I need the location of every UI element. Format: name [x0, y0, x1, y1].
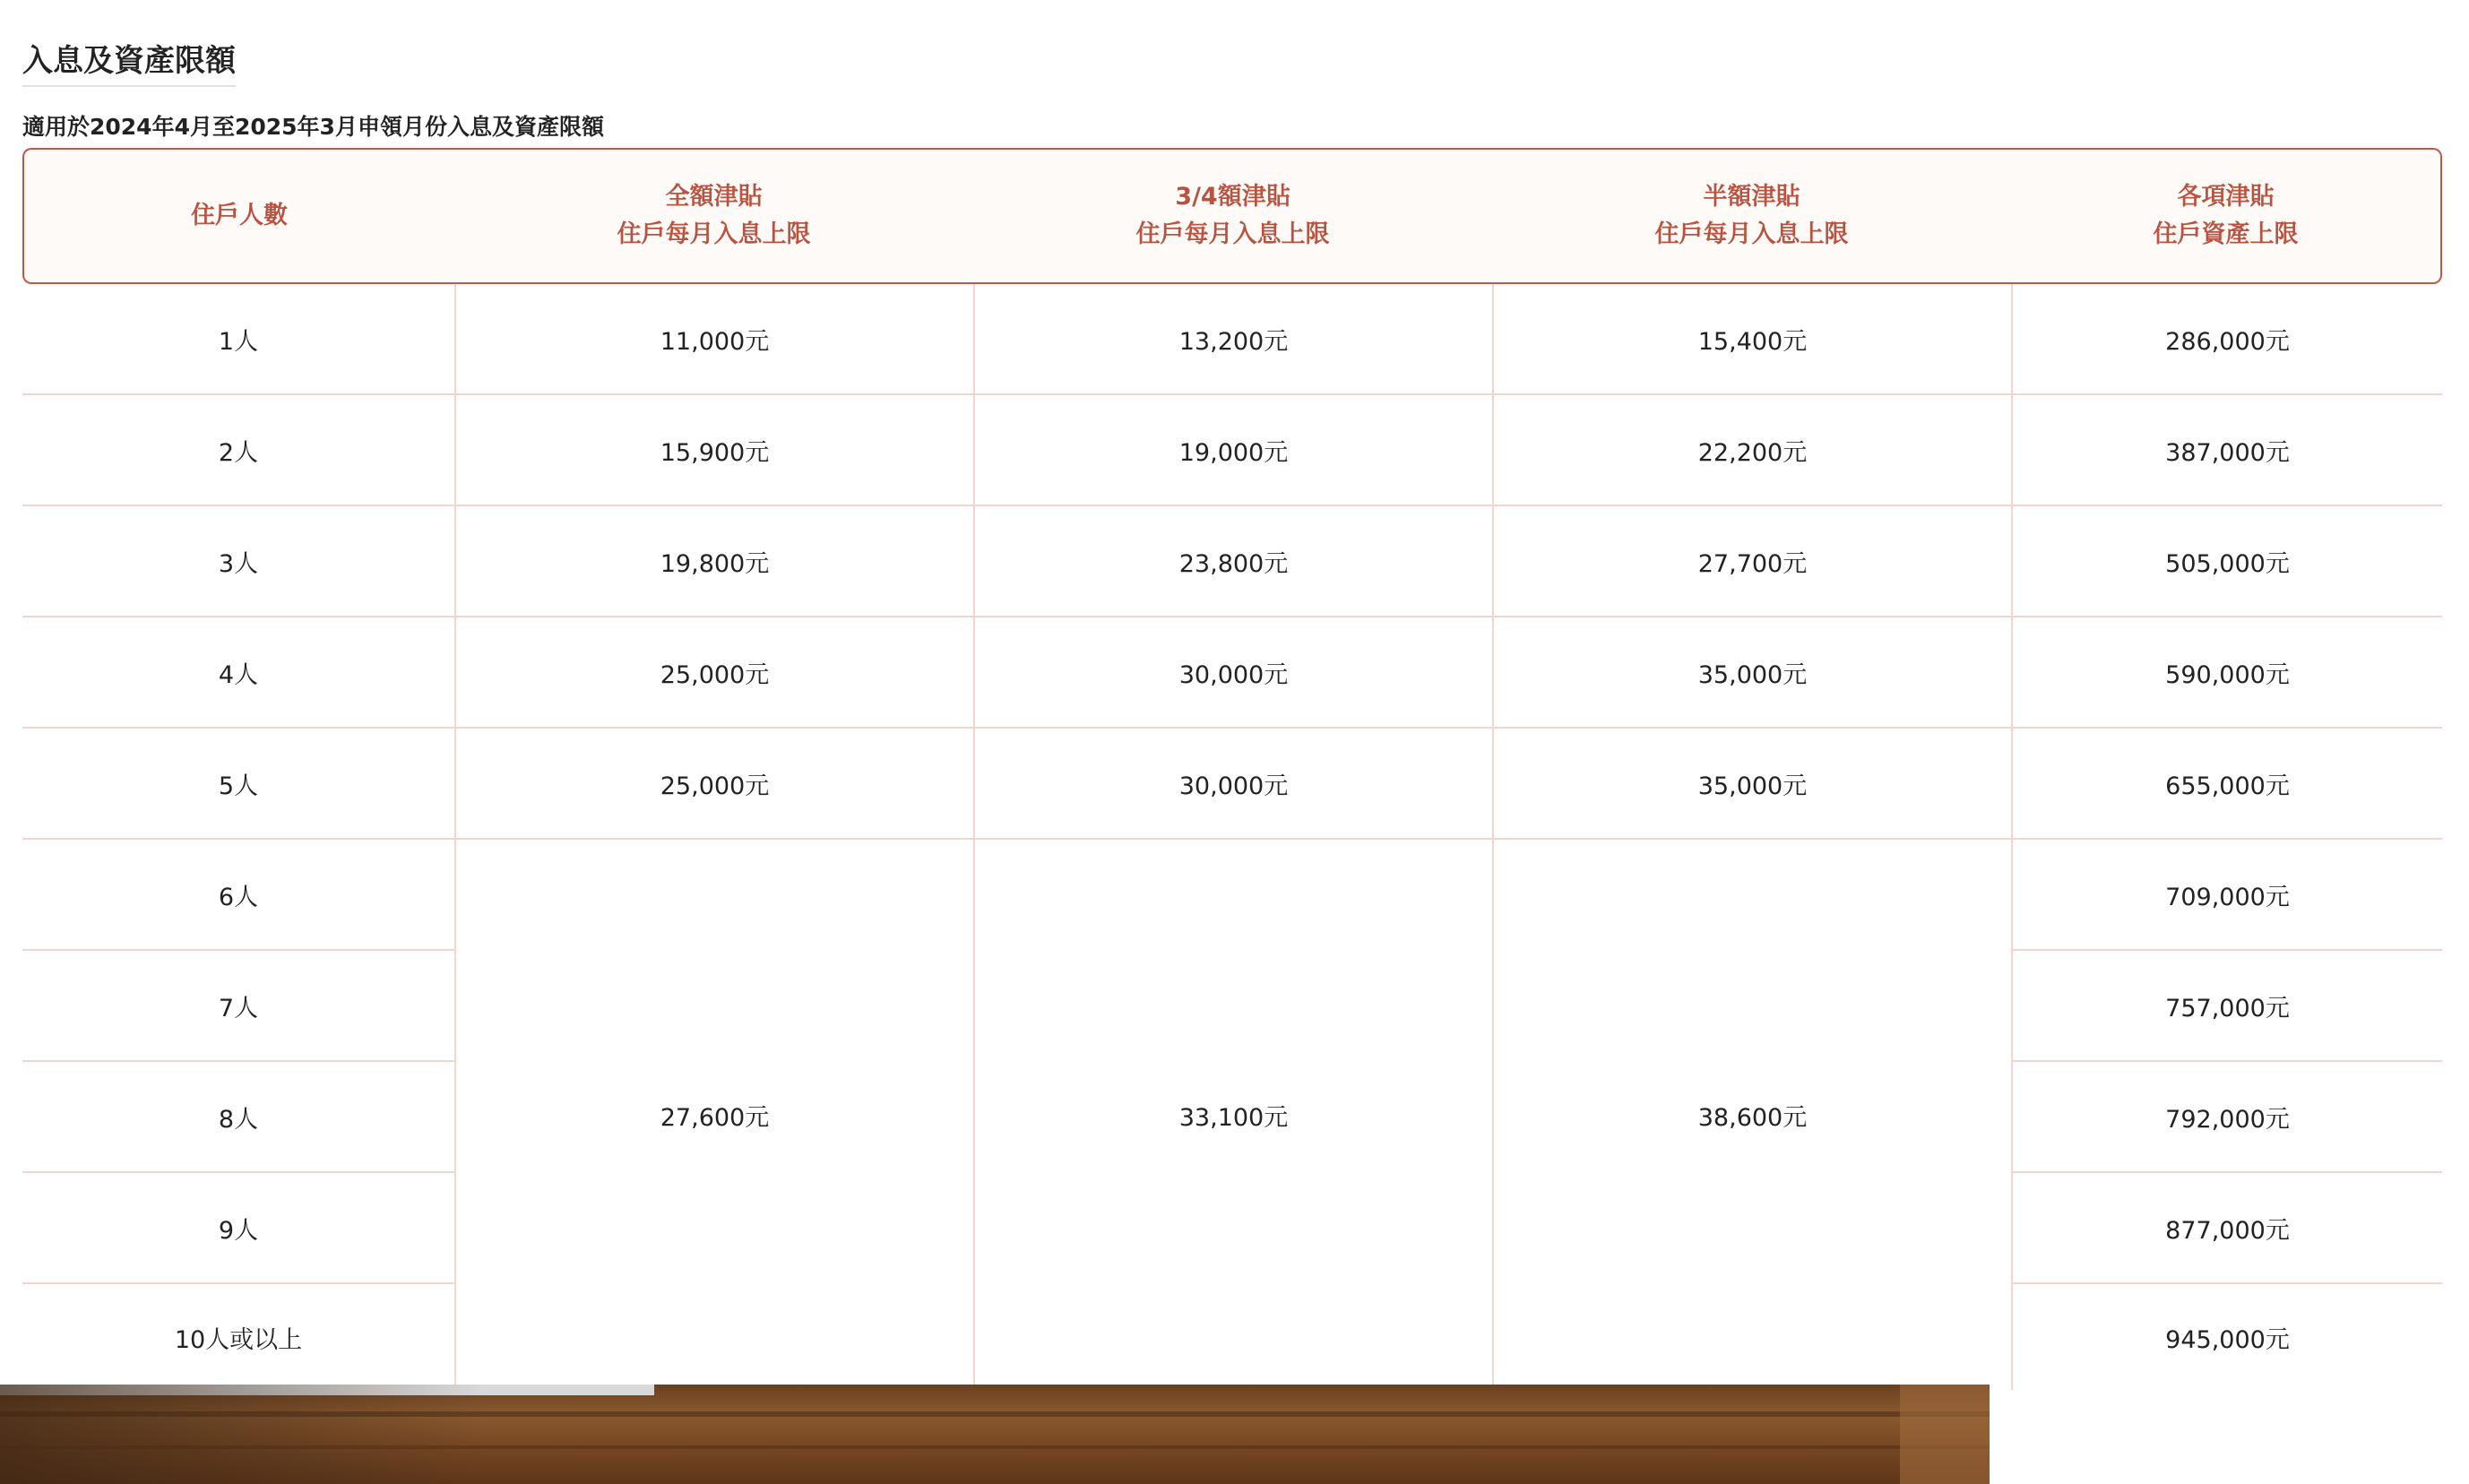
cell-full-limit: 19,800元	[454, 506, 973, 617]
table-row	[22, 840, 2442, 951]
header-full-allowance	[454, 148, 973, 284]
cell-asset-limit: 945,000元	[2011, 1284, 2442, 1390]
cell-household-size: 7人	[22, 951, 454, 1062]
wood-grain	[0, 1445, 1990, 1449]
cell-asset-limit: 505,000元	[2011, 506, 2442, 617]
photo-edge	[1900, 1385, 1990, 1484]
header-three-quarter-allowance	[973, 148, 1492, 284]
desk-surface-photo	[0, 1385, 1990, 1484]
header-sublabel: 住戶每月入息上限	[617, 220, 811, 248]
table-row	[22, 284, 2442, 395]
photo-shadow	[0, 1385, 484, 1484]
header-label: 各項津貼	[2177, 183, 2275, 211]
cell-full-limit: 11,000元	[454, 284, 973, 395]
cell-half-limit: 15,400元	[1492, 284, 2011, 395]
cell-asset-limit: 590,000元	[2011, 617, 2442, 729]
table-row	[22, 729, 2442, 840]
cell-household-size: 6人	[22, 840, 454, 951]
cell-asset-limit: 757,000元	[2011, 951, 2442, 1062]
header-label: 3/4額津貼	[1175, 183, 1291, 211]
cell-household-size: 1人	[22, 284, 454, 395]
cell-household-size: 10人或以上	[174, 1325, 303, 1354]
cell-three-quarter-limit: 23,800元	[973, 506, 1492, 617]
header-sublabel: 住戶每月入息上限	[1135, 220, 1330, 248]
cell-household-size: 5人	[22, 729, 454, 840]
cell-full-limit-merged: 27,600元	[454, 840, 973, 1390]
cell-full-limit: 25,000元	[454, 729, 973, 840]
header-label: 全額津貼	[665, 183, 763, 211]
cell-half-limit: 35,000元	[1492, 617, 2011, 729]
cell-half-limit: 35,000元	[1492, 729, 2011, 840]
header-sublabel: 住戶資產上限	[2153, 220, 2299, 248]
cell-asset-limit: 286,000元	[2011, 284, 2442, 395]
header-asset-limit	[2011, 148, 2442, 284]
cell-household-size: 2人	[22, 395, 454, 506]
cell-full-limit: 25,000元	[454, 617, 973, 729]
cell-asset-limit: 655,000元	[2011, 729, 2442, 840]
table-row	[22, 617, 2442, 729]
cell-household-size: 4人	[22, 617, 454, 729]
cell-three-quarter-limit: 13,200元	[973, 284, 1492, 395]
header-half-allowance	[1492, 148, 2011, 284]
cell-three-quarter-limit: 30,000元	[973, 617, 1492, 729]
cell-household-size: 8人	[22, 1062, 454, 1173]
header-household-size	[22, 148, 454, 284]
header-label: 半額津貼	[1703, 183, 1800, 211]
income-asset-limits-table	[22, 148, 2442, 1390]
table-header-row	[22, 148, 2442, 284]
cell-asset-limit: 387,000元	[2011, 395, 2442, 506]
cell-three-quarter-limit-merged: 33,100元	[973, 840, 1492, 1390]
cell-half-limit-merged: 38,600元	[1492, 840, 2011, 1390]
cell-asset-limit: 877,000元	[2011, 1173, 2442, 1284]
cell-asset-limit: 709,000元	[2011, 840, 2442, 951]
cell-three-quarter-limit: 19,000元	[973, 395, 1492, 506]
cell-household-size: 9人	[22, 1173, 454, 1284]
table-row	[22, 506, 2442, 617]
page-title: 入息及資產限額	[22, 36, 236, 87]
table-row	[22, 395, 2442, 506]
cell-household-size: 3人	[22, 506, 454, 617]
cell-half-limit: 22,200元	[1492, 395, 2011, 506]
cell-asset-limit: 792,000元	[2011, 1062, 2442, 1173]
cell-half-limit: 27,700元	[1492, 506, 2011, 617]
cell-three-quarter-limit: 30,000元	[973, 729, 1492, 840]
cell-full-limit: 15,900元	[454, 395, 973, 506]
header-label: 住戶人數	[191, 202, 288, 229]
wood-grain	[0, 1411, 1990, 1417]
header-sublabel: 住戶每月入息上限	[1654, 220, 1849, 248]
table-caption: 適用於2024年4月至2025年3月申領月份入息及資產限額	[22, 114, 604, 140]
